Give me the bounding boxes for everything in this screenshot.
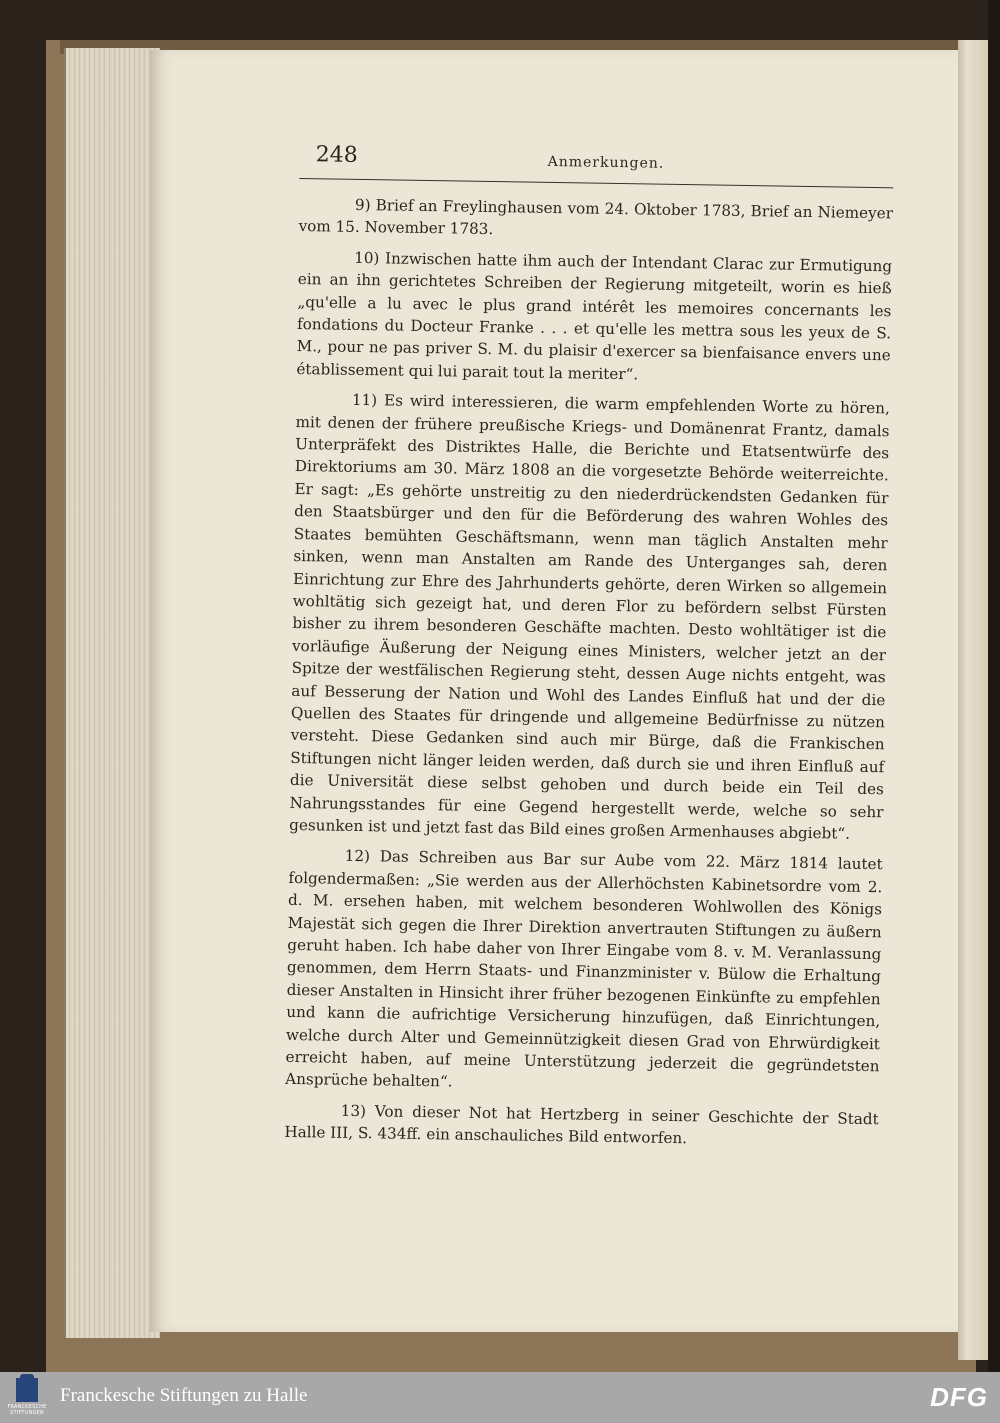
note-12: 12) Das Schreiben aus Bar sur Aube vom 22. März 1814 lautet folgendermaßen: „Sie werden aus der Allerhöchsten Kabinetsordre vom 2. d. M. ersehen haben, mit welchem besonderen Wohlwollen des Königs Majestät sich gegen die Ihrer Direktion anvertrauten Stiftungen zu äußern geruht haben. Ich habe daher von Ihrer Eingabe vom 8. v. M. Veranlassung genommen, dem Herrn Staats- und Finanzminister v. Bülow die Erhaltung dieser Anstalten in Hinsicht ihrer früher bezogenen Einkünfte zu empfehlen und kann die aufrichtige Versicherung hinzufügen, daß Einrichtungen, welche durch Alter und Gemeinnützigkeit diesen Grad von Ehrwürdigkeit erreicht haben, auf meine Unterstützung jederzeit die gegründetsten Ansprüche behalten“. [285,847,883,1091]
scan-border [988,0,1000,1372]
page-edges [64,48,160,1338]
building-icon [16,1378,38,1402]
page-header [299,140,894,188]
page-content [284,140,894,1161]
facing-page-edge [958,40,988,1360]
note-9: 9) Brief an Freylinghausen vom 24. Oktober 1783, Brief an Niemeyer vom 15. November 1783. [298,195,894,239]
dfg-logo[interactable]: DFG [930,1382,988,1412]
note-11: 11) Es wird interessieren, die warm empfehlenden Worte zu hören, mit denen der frühere preußische Kriegs- und Domänenrat Frantz, damals Unterpräfekt des Distriktes Halle, die Berichte und Etatsentwürfe des Direktoriums am 30. März 1808 an die vorgesetzte Behörde weiterreichte. Er sagt: „Es gehörte unstreitig zu den niederdrückendsten Gedanken für den Staatsbürger und den für die Beförderung des wahren Wohles des Staates bemühten Geschäftsmann, wenn man täglich Anstalten mehr sinken, wenn man Anstalten am Rande des Unterganges sah, deren Einrichtung zur Ehre des Jahrhunderts gehörte, deren Wirken so allgemein wohltätig sich gezeigt hat, und deren Flor zu befördern selbst Fürsten bisher zu ihrem besonderen Geschäfte machten. Desto wohltätiger ist die vorläufige Äußerung der Neigung eines Ministers, welcher jetzt an der Spitze der westfälischen Regierung steht, dessen Auge nichts entgeht, was auf Besserung der Nation und Wohl des Landes Einfluß hat und der die Quellen des Staates für dringende und allgemeine Bedürfnisse zu nützen versteht. Diese Gedanken sind auch mir Bürge, daß die Frankischen Stiftungen nicht länger leiden werden, daß durch sie und ihren Einfluß auf die Universität diese selbst gehoben und durch beide ein Teil des Nahrungsstandes für eine Gegend hergestellt werde, welche so sehr gesunken ist und jetzt fast das Bild eines großen Armenhauses abgiebt“. [289,391,890,843]
note-13: 13) Von dieser Not hat Hertzberg in seiner Geschichte der Stadt Halle III, S. 434ff. ein anschauliches Bild entworfen. [284,1101,879,1148]
footer-title[interactable]: Franckesche Stiftungen zu Halle [60,1385,308,1406]
running-head: Anmerkungen. [547,153,665,172]
logo-text: FRANCKESCHE STIFTUNGEN [7,1404,47,1416]
franckesche-logo[interactable] [6,1376,48,1420]
page-number: 248 [315,142,358,168]
viewer-footer [0,1372,1000,1423]
note-10: 10) Inzwischen hatte ihm auch der Intendant Clarac zur Ermutigung ein an ihn gerichtetes Schreiben der Regierung mitgeteilt, worin es hieß „qu'elle a lu avec le plus grand intérêt les memoires concernants les fondations du Docteur Franke . . . et qu'elle les mettra sous les yeux de S. M., pour ne pas priver S. M. du plaisir d'exercer sa bienfaisance envers une établissement qui lui parait tout la meriter“. [296,248,893,384]
